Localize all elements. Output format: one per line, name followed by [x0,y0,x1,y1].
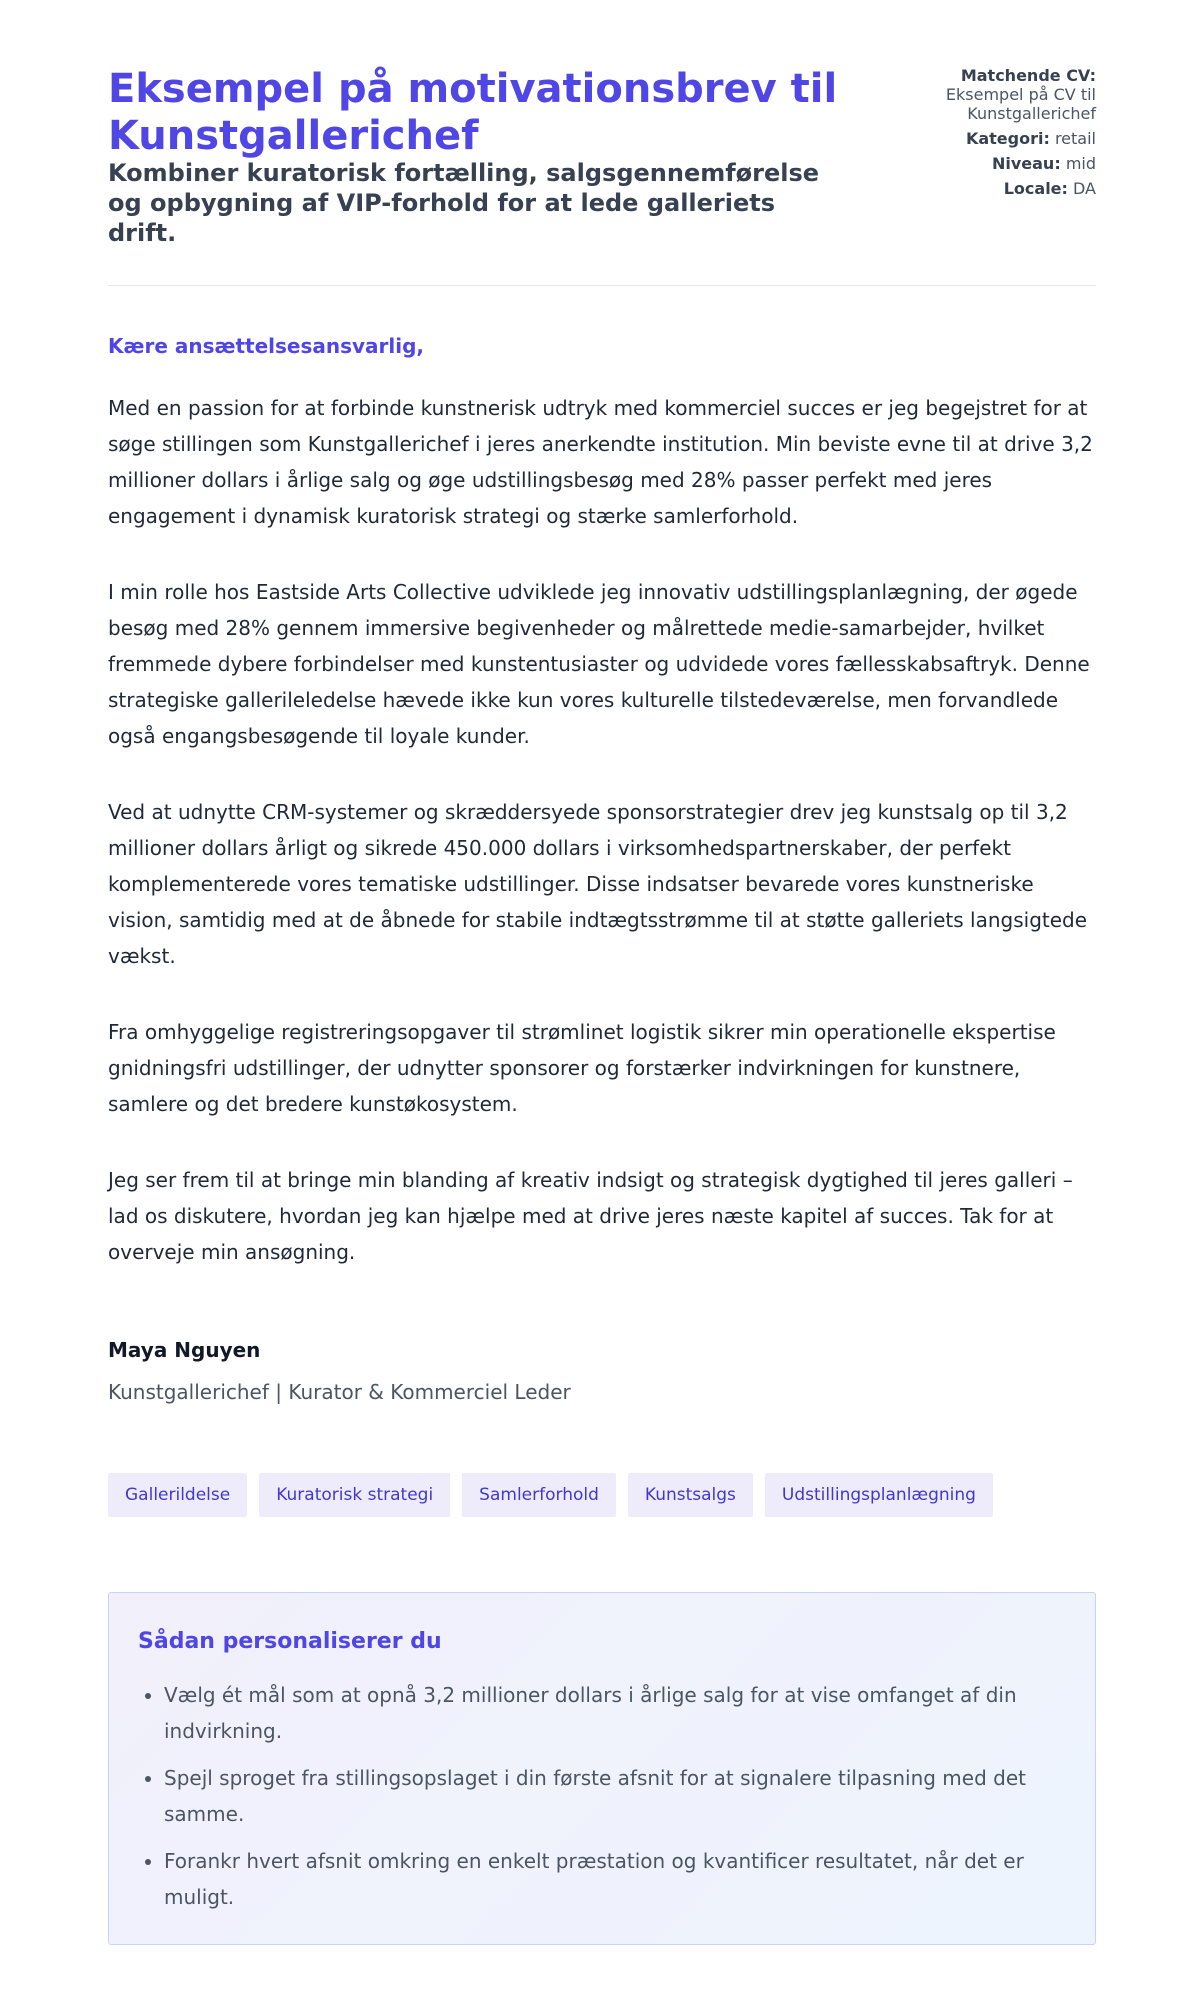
letter-paragraph: Fra omhyggelige registreringsopgaver til strømlinet logistik sikrer min operationelle ekspertise gnidningsfri udstillinger, der udnytter sponsorer og forstærker indvirkningen for kunstnere, samlere og det bredere kunstøkosystem. [108,1020,1056,1116]
signature-name: Maya Nguyen [108,1338,261,1362]
page [108,0,1096,1909]
signature-role: Kunstgallerichef | Kurator & Kommerciel Leder [108,1380,571,1404]
tips-list [138,1677,1084,1926]
meta-cv-label: Matchende CV: [960,66,1096,85]
skill-tags [108,1473,993,1517]
meta-level-label: Niveau: [991,154,1061,173]
meta-cv [876,66,1096,123]
meta-category-value: retail [1054,129,1096,148]
meta-level-value: mid [1065,154,1096,173]
meta-locale [876,179,1096,198]
letter-salutation: Kære ansættelsesansvarlig, [108,334,425,358]
meta-level [876,154,1096,173]
meta-panel [876,66,1096,204]
letter-paragraph: Ved at udnytte CRM-systemer og skræddersyede sponsorstrategier drev jeg kunstsalg op til 3,2 millioner dollars årligt og sikrede 450.000 dollars i virksomhedspartnerskaber, der perfekt komplementerede vores tematiske udstillinger. Disse indsatser bevarede vores kunstneriske vision, samtidig med at de åbnede for stabile indtægtsstrømme til at støtte galleriets langsigtede vækst. [108,800,1088,968]
meta-category-label: Kategori: [965,129,1050,148]
letter-paragraph: Med en passion for at forbinde kunstnerisk udtryk med kommerciel succes er jeg begejstret for at søge stillingen som Kunstgallerichef i jeres anerkendte institution. Min beviste evne til at drive 3,2 millioner dollars i årlige salg og øge udstillingsbesøg med 28% passer perfekt med jeres engagement i dynamisk kuratorisk strategi og stærke samlerforhold. [108,396,1093,528]
letter-paragraph: I min rolle hos Eastside Arts Collective udviklede jeg innovativ udstillingsplanlægning, der øgede besøg med 28% gennem immersive begivenheder og målrettede medie-samarbejder, hvilket fremmede dybere forbindelser med kunstentusiaster og udvidede vores fællesskabsaftryk. Denne strategiske gallerileledelse hævede ikke kun vores kulturelle tilstedeværelse, men forvandlede også engangsbesøgende til loyale kunder. [108,580,1090,748]
meta-locale-label: Locale: [1003,179,1068,198]
skill-tag[interactable]: Udstillingsplanlægning [765,1473,993,1517]
skill-tag[interactable]: Gallerildelse [108,1473,247,1517]
header [108,0,1096,286]
tip-item: • Forankr hvert afsnit omkring en enkelt præstation og kvantificer resultatet, når det er muligt. [164,1843,1084,1915]
skill-tag[interactable]: Kuratorisk strategi [259,1473,450,1517]
letter-paragraph: Jeg ser frem til at bringe min blanding af kreativ indsigt og strategisk dygtighed til jeres galleri – lad os diskutere, hvordan jeg kan hjælpe med at drive jeres næste kapitel af succes. Tak for at overveje min ansøgning. [108,1168,1073,1264]
signature [108,1338,571,1404]
tip-item: • Spejl sproget fra stillingsopslaget i din første afsnit for at signalere tilpasning med det samme. [164,1760,1084,1832]
page-title: Eksempel på motivationsbrev til Kunstgallerichef [108,66,838,159]
meta-locale-value: DA [1073,179,1096,198]
tips-title: Sådan personaliserer du [138,1629,442,1654]
page-subtitle: Kombiner kuratorisk fortælling, salgsgennemførelse og opbygning af VIP-forhold for at lede galleriets drift. [108,159,820,247]
skill-tag[interactable]: Kunstsalgs [628,1473,753,1517]
skill-tag[interactable]: Samlerforhold [462,1473,616,1517]
meta-category [876,129,1096,148]
personalization-tips [108,1592,1096,1945]
letter-body [108,390,1096,1310]
tip-item: • Vælg ét mål som at opnå 3,2 millioner dollars i årlige salg for at vise omfanget af din indvirkning. [164,1677,1084,1749]
meta-cv-link[interactable]: Eksempel på CV til Kunstgallerichef [945,85,1096,123]
